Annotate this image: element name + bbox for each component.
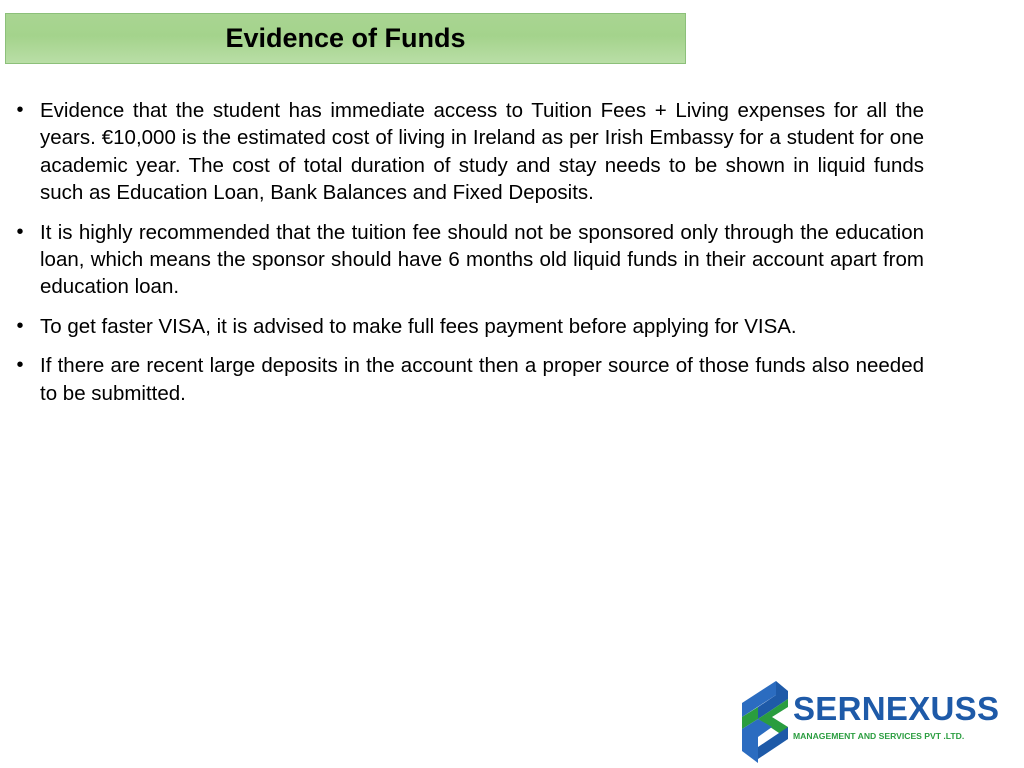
bullet-text: If there are recent large deposits in the account then a proper source of those funds also needed to be submitted. [40, 354, 924, 405]
bullet-item [12, 313, 924, 340]
bullet-icon: • [16, 99, 24, 121]
bullet-item [12, 219, 924, 301]
bullet-text: Evidence that the student has immediate access to Tuition Fees + Living expenses for all the years. €10,000 is the estimated cost of living in Ireland as per Irish Embassy for a student for one academic year. The cost of total duration of study and stay needs to be shown in liquid funds such as Education Loan, Bank Balances and Fixed Deposits. [40, 99, 924, 205]
slide-title-bar [5, 13, 686, 64]
company-logo [742, 681, 1004, 763]
logo-tagline: MANAGEMENT AND SERVICES PVT .LTD. [793, 731, 965, 741]
bullet-icon: • [16, 314, 24, 337]
slide-title: Evidence of Funds [225, 23, 466, 53]
sernexuss-logo-icon [742, 681, 788, 763]
bullet-text: It is highly recommended that the tuition fee should not be sponsored only through the education loan, which means the sponsor should have 6 months old liquid funds in their account apart from education loan. [40, 220, 924, 299]
bullet-icon: • [16, 354, 24, 377]
logo-name: SERNEXUSS [793, 690, 1000, 727]
bullet-item [12, 352, 924, 407]
bullet-icon: • [16, 220, 24, 243]
bullet-text: To get faster VISA, it is advised to make full fees payment before applying for VISA. [40, 314, 797, 338]
bullet-item [12, 97, 924, 207]
bullet-list [12, 97, 924, 419]
